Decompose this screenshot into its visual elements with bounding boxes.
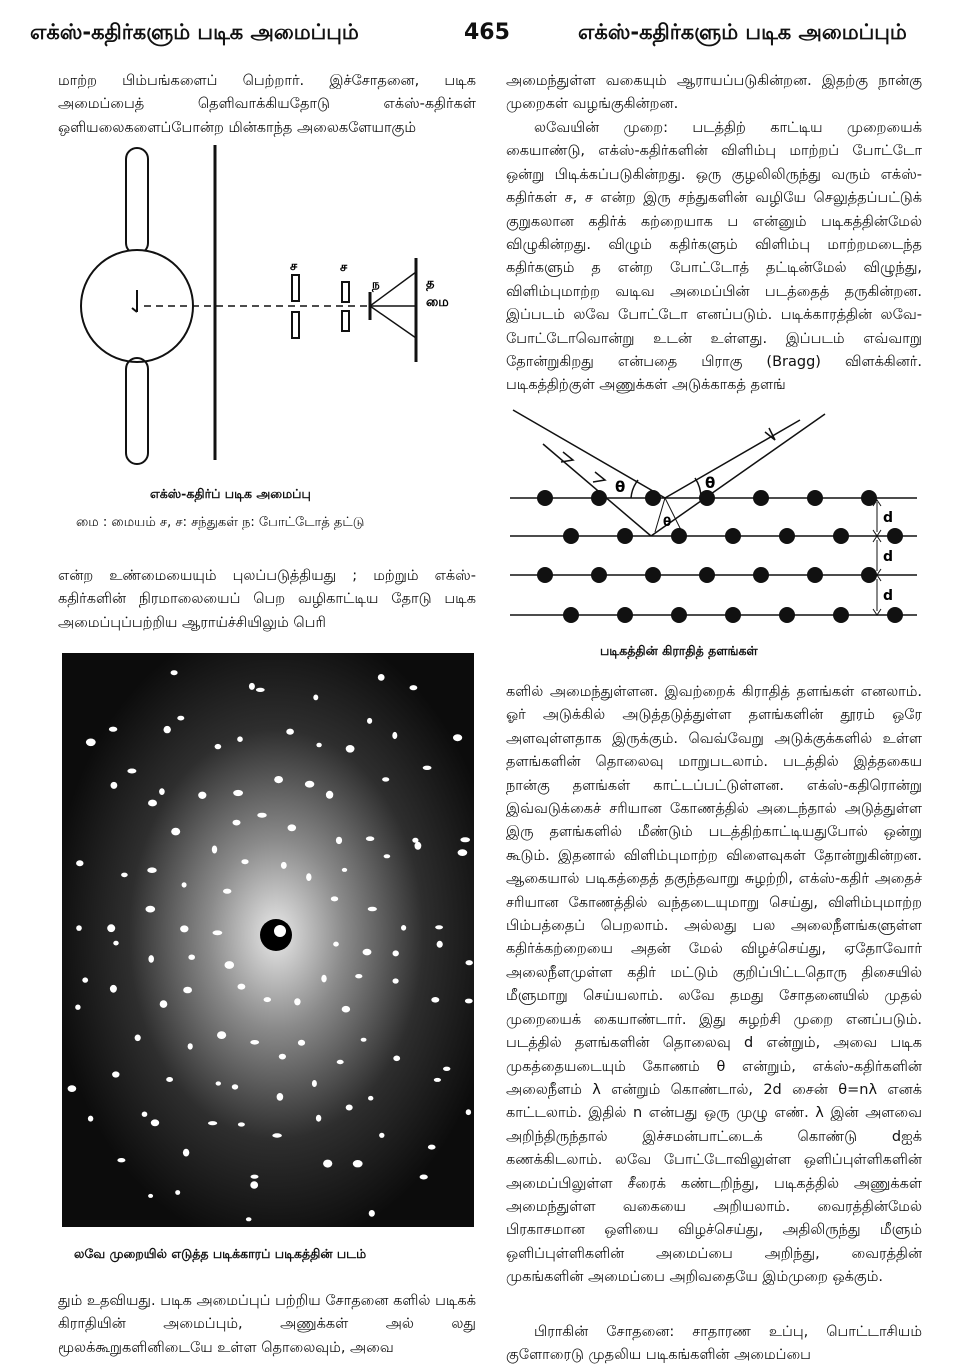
lattice-atom — [779, 528, 795, 544]
laue-spot — [175, 1190, 180, 1195]
lattice-atom — [861, 490, 877, 506]
laue-spot — [257, 813, 266, 818]
laue-spot — [313, 695, 318, 701]
laue-spot — [213, 930, 223, 935]
laue-spot — [117, 1158, 125, 1162]
laue-spot — [249, 683, 255, 690]
laue-spot — [121, 873, 128, 878]
lattice-atom — [753, 490, 769, 506]
laue-spot — [410, 685, 418, 690]
laue-spot — [274, 776, 283, 783]
laue-spot — [88, 1116, 93, 1122]
laue-spot — [361, 1038, 367, 1042]
theta-reflected: θ — [705, 474, 716, 492]
laue-spot — [164, 726, 171, 733]
laue-spot — [208, 1121, 217, 1125]
lattice-atom — [591, 567, 607, 583]
laue-spot — [188, 955, 195, 960]
laue-spot — [466, 1109, 471, 1115]
laue-spot — [142, 1112, 148, 1117]
figure-2-caption: படிகத்தின் கிராதித் தளங்கள் — [600, 643, 758, 658]
left-paragraph-3: தும் உதவியது. படிக அமைப்புப் பற்றிய சோதனை களில் படிகக் கிராதியின் அமைப்பும், அணுக்கள் அல் லது மூலக்கூறுகளினிடையே உள்ள தொலைவும், அவை — [58, 1293, 476, 1356]
laue-spot — [305, 781, 314, 788]
laue-spot — [146, 906, 156, 913]
laue-spot — [182, 882, 187, 887]
laue-spot — [250, 1181, 258, 1189]
laue-spot — [277, 1093, 284, 1101]
spacing-d-1: d — [883, 510, 894, 526]
label-slit-1: ச — [290, 259, 298, 274]
laue-spot — [379, 1133, 384, 1138]
lattice-atom — [537, 567, 553, 583]
laue-spot — [237, 736, 243, 742]
laue-spot — [107, 924, 115, 932]
laue-spot — [420, 1175, 428, 1180]
lattice-atom — [887, 607, 903, 623]
right-paragraph-laue-method: லவேயின் முறை: படத்திற் காட்டிய முறையைக் கையாண்டு, எக்ஸ்-கதிர்களின் விளிம்பு மாற்றப் போட்டோ ஒன்று பிடிக்கப்படுகின்றது. ஒரு குழலிலிருந்து வரும் எக்ஸ்-கதிர்கள் ச, ச என்ற இரு சந்துகளின் வழியே செலுத்தப்பட்டுக் குறுகலான கதிர்க் கற்றையாக ப என்னும் படிகத்தின்மேல் விழுகின்றது. விழும் கதிர்களும் விளிம்பு மாற்றமடைந்த கதிர்களும் த என்ற போட்டோத் தட்டின்மேல் விழுந்து, விளிம்புமாற்ற வடிவ அமைப்பின் படத்தைத் தருகின்றன. இப்படம் லவே போட்டோ எனப்படும். படிக்காரத்தின் லவே-போட்டோவொன்று உடன் உள்ளது. இப்படம் எவ்வாறு தோன்றுகிறது என்பதை பிராகு (Bragg) விளக்கினர். படிகத்திற்குள் அணுக்கள் அடுக்காகத் தளங் — [506, 120, 922, 394]
laue-spot — [215, 744, 222, 749]
laue-spot — [233, 820, 241, 826]
laue-spot — [68, 1085, 77, 1092]
laue-spot — [198, 792, 206, 799]
laue-spot — [281, 862, 287, 869]
laue-spot — [298, 1040, 305, 1046]
lattice-atom — [699, 490, 715, 506]
laue-spot — [110, 985, 117, 993]
laue-spot — [378, 674, 385, 681]
laue-spot — [337, 1060, 344, 1064]
laue-spot — [147, 867, 156, 873]
laue-spot — [316, 1115, 321, 1122]
spacing-d-2: d — [883, 549, 894, 565]
laue-spot — [180, 925, 188, 932]
laue-spot — [431, 997, 439, 1003]
laue-spot — [272, 1133, 282, 1137]
laue-spot — [437, 941, 443, 948]
laue-spot — [382, 777, 389, 781]
laue-spot — [160, 1000, 168, 1008]
laue-spot — [323, 1160, 332, 1168]
right-paragraph-1: அமைந்துள்ள வகையும் ஆராயப்படுகின்றன. இதற்கு நான்கு முறைகள் வழங்குகின்றன. — [506, 73, 922, 113]
lattice-atom — [725, 607, 741, 623]
lattice-atom — [671, 607, 687, 623]
theta-inner: θ — [663, 515, 672, 529]
laue-photograph — [62, 653, 474, 1227]
laue-spot — [86, 739, 96, 747]
photo-caption: லவே முறையில் எடுத்த படிக்காரப் படிகத்தின் படம் — [74, 1246, 367, 1261]
laue-spot — [217, 1031, 226, 1039]
lattice-atom — [537, 490, 553, 506]
lattice-atom — [563, 607, 579, 623]
laue-spot — [367, 718, 372, 724]
laue-spot — [76, 860, 83, 866]
laue-spot — [135, 1035, 141, 1042]
laue-spot — [177, 716, 184, 721]
left-paragraph-1: மாற்ற பிம்பங்களைப் பெற்றார். இச்சோதனை, படிக அமைப்பைத் தெளிவாக்கியதோடு எக்ஸ்-கதிர்கள் ஒளியலைகளைப்போன்ற மின்காந்த அலைகளேயாகும் — [58, 73, 476, 136]
laue-spot — [225, 961, 235, 969]
laue-spot — [465, 999, 473, 1004]
slit-1-upper — [292, 275, 299, 301]
bragg-planes-diagram — [505, 400, 925, 640]
laue-spot — [216, 1081, 221, 1085]
label-slit-2: ச — [340, 260, 348, 275]
laue-spot — [238, 1122, 245, 1126]
laue-spot — [171, 828, 180, 836]
laue-spot — [113, 941, 118, 946]
laue-spot — [148, 800, 157, 807]
theta-incident: θ — [615, 478, 626, 496]
laue-spot — [127, 769, 136, 774]
laue-spot — [183, 987, 192, 994]
xray-apparatus-diagram — [60, 140, 480, 470]
laue-spot — [458, 849, 468, 856]
laue-spot — [346, 745, 355, 753]
page-number: 465 — [464, 20, 510, 45]
laue-spot — [241, 859, 248, 864]
laue-spot — [366, 836, 374, 841]
laue-spot — [286, 729, 294, 735]
lattice-atom — [617, 528, 633, 544]
laue-spot — [393, 1056, 400, 1062]
laue-spot — [112, 1071, 119, 1077]
left-paragraph-2: என்ற உண்மையையும் புலப்படுத்தியது ; மற்றும் எக்ஸ்-கதிர்களின் நிரமாலையைப் பெற வழிகாட்டிய தோடு படிக அமைப்புப்பற்றிய ஆராய்ச்சியிலும் பெரி — [58, 568, 476, 631]
laue-spot — [76, 925, 82, 931]
laue-spot — [434, 1078, 441, 1082]
laue-spot — [183, 1149, 189, 1157]
slit-1-lower — [292, 312, 299, 338]
lattice-atom — [645, 490, 661, 506]
lattice-atom — [779, 607, 795, 623]
lattice-atom — [617, 607, 633, 623]
laue-spot — [232, 1084, 238, 1089]
laue-spot — [342, 868, 347, 872]
laue-spot — [466, 960, 473, 965]
lattice-atom — [753, 567, 769, 583]
laue-spot — [331, 896, 338, 901]
laue-spot — [166, 1077, 173, 1082]
laue-spot — [264, 997, 271, 1002]
right-paragraph-bragg: பிராகின் சோதனை: சாதாரண உப்பு, பொட்டாசியம் குளோரைடு முதலிய படிகங்களின் அமைப்பை — [506, 1324, 922, 1364]
laue-spot — [250, 1040, 259, 1045]
lattice-atom — [725, 528, 741, 544]
laue-spot — [401, 925, 406, 931]
laue-spot — [415, 842, 422, 850]
laue-spot — [353, 1160, 363, 1167]
lattice-atom — [563, 528, 579, 544]
laue-spot — [111, 782, 118, 789]
laue-spot — [294, 998, 300, 1005]
laue-spot — [171, 670, 178, 675]
figure-1-caption: எக்ஸ்-கதிர்ப் படிக அமைப்பு — [150, 486, 311, 501]
tube-upper-arm — [126, 148, 148, 254]
laue-spot — [251, 1175, 259, 1179]
lattice-atom — [699, 567, 715, 583]
laue-spot — [392, 732, 397, 739]
label-plate-tha: த — [426, 276, 435, 291]
lattice-atom — [861, 567, 877, 583]
label-crystal: ந — [372, 277, 380, 291]
laue-spot — [151, 1119, 159, 1126]
laue-spot — [342, 1006, 350, 1013]
lattice-atom — [807, 490, 823, 506]
laue-spot — [321, 975, 326, 983]
laue-spot — [384, 854, 391, 858]
laue-spot — [148, 1194, 153, 1198]
laue-spot — [355, 974, 362, 978]
lattice-atom — [671, 528, 687, 544]
right-paragraph-planes: களில் அமைந்துள்ளன. இவற்றைக் கிராதித் தளங்கள் எனலாம். ஓர் அடுக்கில் அடுத்தடுத்துள்ள தளங்களின் தூரம் ஒரே அளவுள்ளதாக இருக்கும். வெவ்வேறு அடுக்குக்களில் உள்ள தளங்களின் தொலைவு மாறுபடலாம். படத்தில் இத்தகைய நான்கு தளங்கள் காட்டப்பட்டுள்ளன. எக்ஸ்-கதிரொன்று இவ்வடுக்கைச் சரியான கோணத்தில் அடைந்தால் அடுத்துள்ள இரு தளங்களில் மீண்டும் படத்திற்காட்டியதுபோல் ஒன்று கூடும். இதனால் விளிம்புமாற்ற விளைவுகள் தோன்றுகின்றன. ஆகையால் படிகத்தைத் தகுந்தவாறு சுழற்றி, எக்ஸ்-கதிர் அதைச் சரியான கோணத்தில் வந்தடையுமாறு செய்து, விளிம்புமாற்ற பிம்பத்தைப் பெறலாம். அல்லது பல அலைநீளங்களுள்ள கதிர்க்கற்றையை அதன் மேல் விழச்செய்து, ஏதோவோர் அலைநீளமுள்ள கதிர் மட்டும் குறிப்பிட்டதொரு திசையில் மீளுமாறு செய்யலாம். லவே தமது சோதனையில் முதல் முறையைக் கையாண்டார். இது சுழற்சி முறை எனப்படும். படத்தில் தளங்களின் தொலைவு d என்றும், அவை படிக முகத்தையடையும் கோணம் θ என்றும், எக்ஸ்-கதிர்களின் அலைநீளம் λ என்றும் கொண்டால், 2d சைன் θ=nλ எனக் காட்டலாம். இதில் n என்பது ஒரு முழு எண். λ இன் அளவை அறிந்திருந்தால் இச்சமன்பாட்டைக் கொண்டு dஐக் கணக்கிடலாம். லவே போட்டோவிலுள்ள ஒளிப்புள்ளிகளின் அமைப்பிலுள்ள சீரைக் கண்டறிந்து, படிகத்தில் அணுக்கள் அமைந்துள்ள வகையை அறியலாம். வைரத்தின்மேல் பிரகாசமான ஒளியை விழச்செய்து, அதிலிருந்து மீளும் ஒளிப்புள்ளிகளின் அமைப்பை அறிந்து, வைரத்தின் முகங்களின் அமைப்பை அறிவதையே இம்முறை ஒக்கும். — [506, 684, 922, 1286]
laue-spot — [435, 925, 443, 929]
running-header-left: எக்ஸ்-கதிர்களும் படிக அமைப்பும் — [30, 20, 359, 44]
laue-spot — [368, 1096, 373, 1101]
laue-spot — [256, 688, 265, 692]
laue-spot — [460, 837, 470, 842]
laue-spot — [312, 1080, 317, 1087]
figure-1-legend: மை : மையம் ச, ச: சந்துகள் ந: போட்டோத் தட்டு — [76, 515, 365, 530]
laue-spot — [75, 1005, 80, 1010]
laue-spot — [148, 955, 154, 963]
laue-spot — [369, 1210, 375, 1217]
running-header-right: எக்ஸ்-கதிர்களும் படிக அமைப்பும் — [578, 20, 907, 44]
laue-spot — [428, 1145, 436, 1150]
laue-spot — [212, 846, 217, 854]
laue-spot — [453, 734, 462, 741]
laue-spot — [393, 950, 399, 956]
laue-spot — [368, 907, 377, 912]
laue-spot — [288, 824, 297, 831]
laue-spot — [423, 766, 432, 770]
laue-spot — [306, 873, 311, 881]
laue-spot — [346, 1105, 353, 1111]
laue-spot — [333, 942, 339, 947]
lattice-atom — [833, 607, 849, 623]
laue-spot — [188, 1043, 193, 1049]
slit-2-lower — [342, 311, 349, 331]
laue-spot — [159, 788, 165, 795]
lattice-atom — [887, 528, 903, 544]
lattice-atom — [645, 567, 661, 583]
lattice-atom — [833, 528, 849, 544]
laue-spot — [443, 1067, 450, 1071]
laue-spot — [233, 790, 243, 796]
laue-spot — [326, 791, 333, 799]
tube-lower-arm — [126, 358, 148, 464]
spacing-d-3: d — [883, 588, 894, 604]
laue-spot — [336, 837, 342, 844]
laue-spot — [109, 727, 117, 732]
laue-spot — [82, 977, 88, 982]
laue-spot — [238, 984, 246, 990]
lattice-atom — [807, 567, 823, 583]
label-plate-mai: மை — [426, 295, 449, 310]
laue-spot — [363, 949, 372, 956]
laue-spot — [316, 743, 321, 748]
laue-spot — [393, 978, 399, 983]
lattice-atom — [591, 490, 607, 506]
slit-2-upper — [342, 282, 349, 302]
laue-spot — [246, 1217, 252, 1221]
laue-spot — [223, 889, 231, 894]
laue-spot — [279, 1054, 286, 1060]
